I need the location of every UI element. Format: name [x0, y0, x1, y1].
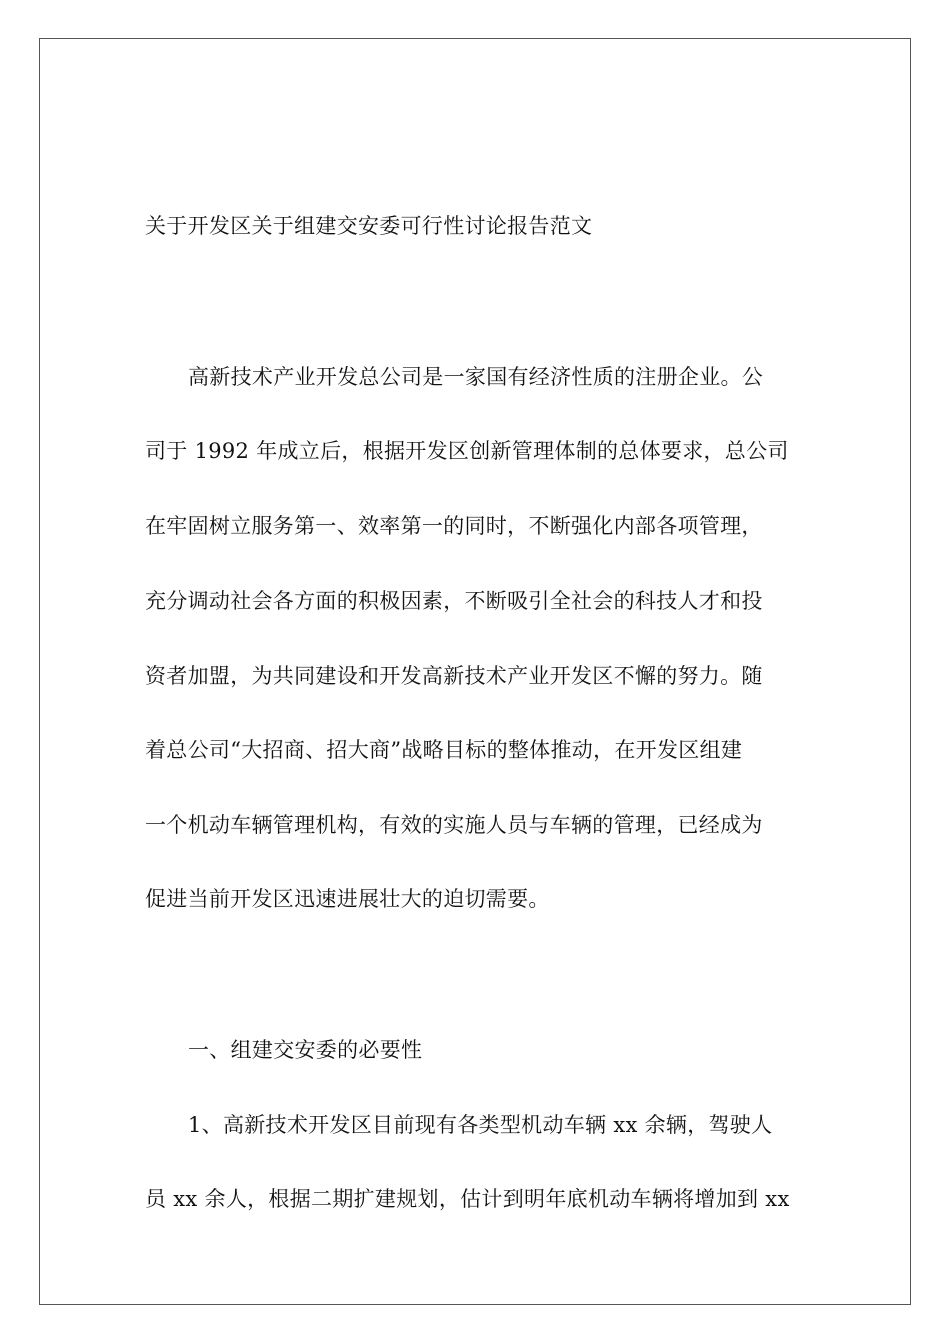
paragraph-line: 充分调动社会各方面的积极因素，不断吸引全社会的科技人才和投 — [145, 589, 763, 613]
paragraph-line: 资者加盟，为共同建设和开发高新技术产业开发区不懈的努力。随 — [145, 664, 763, 688]
paragraph-line: 高新技术产业开发总公司是一家国有经济性质的注册企业。公 — [188, 365, 764, 389]
paragraph-line: 司于 1992 年成立后，根据开发区创新管理体制的总体要求，总公司 — [145, 439, 789, 463]
paragraph-line: 在牢固树立服务第一、效率第一的同时，不断强化内部各项管理， — [145, 514, 763, 538]
paragraph-line: 员 xx 余人，根据二期扩建规划，估计到明年底机动车辆将增加到 xx — [145, 1187, 790, 1211]
paragraph-line: 着总公司“大招商、招大商”战略目标的整体推动，在开发区组建 — [145, 738, 743, 762]
paragraph-line: 促进当前开发区迅速进展壮大的迫切需要。 — [145, 887, 550, 911]
paragraph-line: 一个机动车辆管理机构，有效的实施人员与车辆的管理，已经成为 — [145, 813, 763, 837]
section-heading: 一、组建交安委的必要性 — [188, 1038, 423, 1062]
document-title: 关于开发区关于组建交安委可行性讨论报告范文 — [145, 214, 593, 238]
paragraph-line: 1、高新技术开发区目前现有各类型机动车辆 xx 余辆，驾驶人 — [188, 1113, 773, 1137]
